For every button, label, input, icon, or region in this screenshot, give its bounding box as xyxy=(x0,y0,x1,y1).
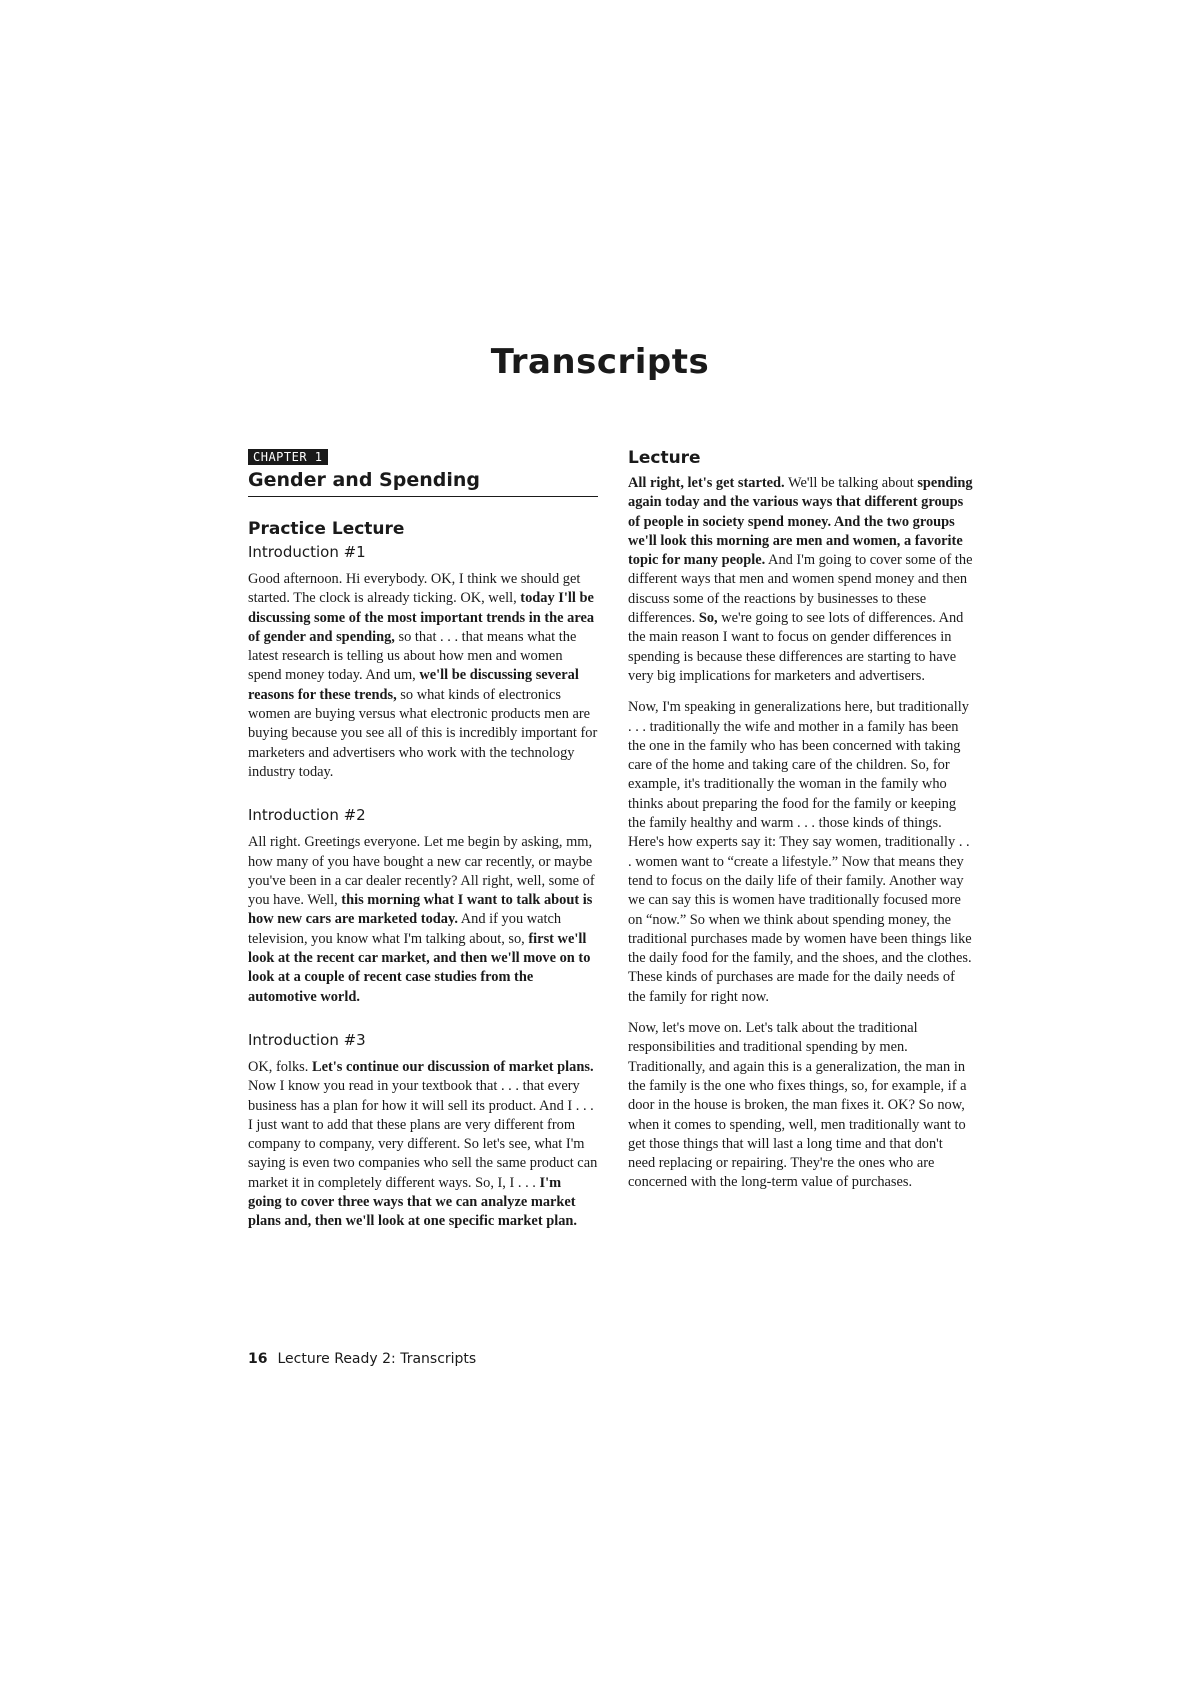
subheading-introduction-2: Introduction #2 xyxy=(248,806,366,825)
chapter-title: Gender and Spending xyxy=(248,469,598,497)
section-heading-practice-lecture: Practice Lecture xyxy=(248,519,405,539)
lecture-paragraph-2: Now, I'm speaking in generalizations here, but traditionally . . . traditionally the wife and mother in a family has been the one in the family who has been concerned with taking care of the home and taking care of the children. So, for example, it's traditionally the woman in the family who thinks about preparing the food for the family or keeping the family healthy and warm . . . those kinds of things. Here's how experts say it: They say women, traditionally . . . women want to “create a lifestyle.” Now that means they tend to focus on the daily life of their family. Another way we can say this is women have traditionally focused more on “now.” So when we think about spending money, the traditional purchases made by women have been things like the daily food for the family, and the shoes, and the clothes. These kinds of purchases are made for the daily needs of the family for right now. xyxy=(628,699,972,1005)
right-column xyxy=(628,448,973,1205)
paragraph-introduction-2: All right. Greetings everyone. Let me begin by asking, mm, how many of you have bought a new car recently, or maybe you've been in a car dealer recently? All right, well, some of you have. Well, this morning what I want to talk about is how new cars are marketed today. And if you watch television, you know what I'm talking about, so, first we'll look at the recent car market, and then we'll move on to look at a couple of recent case studies from the automotive world. xyxy=(248,834,595,1005)
lecture-paragraph-3: Now, let's move on. Let's talk about the traditional responsibilities and traditional spending by men. Traditionally, and again this is a generalization, the man in the family is the one who fixes things, so, for example, if a door in the house is broken, the man fixes it. OK? So now, when it comes to spending, well, men traditionally want to get those things that will last a long time and that don't need replacing or repairing. They're the ones who are concerned with the long-term value of purchases. xyxy=(628,1020,967,1191)
lecture-heading: Lecture xyxy=(628,448,701,468)
footer-book-title: Lecture Ready 2: Transcripts xyxy=(277,1351,477,1367)
paragraph-introduction-3: OK, folks. Let's continue our discussion of market plans. Now I know you read in your textbook that . . . that every business has a plan for how it will sell its product. And I . . . I just want to add that these plans are very different from company to company, very different. So let's see, what I'm saying is even two companies who sell the same product can market it in completely different ways. So, I, I . . . I'm going to cover three ways that we can analyze market plans and, then we'll look at one specific market plan. xyxy=(248,1058,598,1230)
chapter-badge: CHAPTER 1 xyxy=(248,449,328,465)
page-number: 16 xyxy=(248,1351,268,1367)
left-column xyxy=(248,448,598,1244)
paragraph-introduction-1: Good afternoon. Hi everybody. OK, I think we should get started. The clock is already ticking. OK, well, today I'll be discussing some of the most important trends in the area of gender and spending, so that . . . that means what the latest research is telling us about how men and women spend money today. And um, we'll be discussing several reasons for these trends, so what kinds of electronics women are buying versus what electronic products men are buying because you see all of this is incredibly important for marketers and advertisers who work with the technology industry today. xyxy=(248,571,598,780)
lecture-paragraph-1: All right, let's get started. We'll be talking about spending again today and the various ways that different groups of people in society spend money. And the two groups we'll look this morning are men and women, a favorite topic for many people. And I'm going to cover some of the different ways that men and women spend money and then discuss some of the reactions by businesses to these differences. So, we're going to see lots of differences. And the main reason I want to focus on gender differences in spending is because these differences are starting to have very big implications for marketers and advertisers. xyxy=(628,475,973,684)
subheading-introduction-3: Introduction #3 xyxy=(248,1030,366,1049)
page-footer xyxy=(248,1351,476,1367)
subheading-introduction-1: Introduction #1 xyxy=(248,543,366,561)
page-title: Transcripts xyxy=(490,342,710,382)
